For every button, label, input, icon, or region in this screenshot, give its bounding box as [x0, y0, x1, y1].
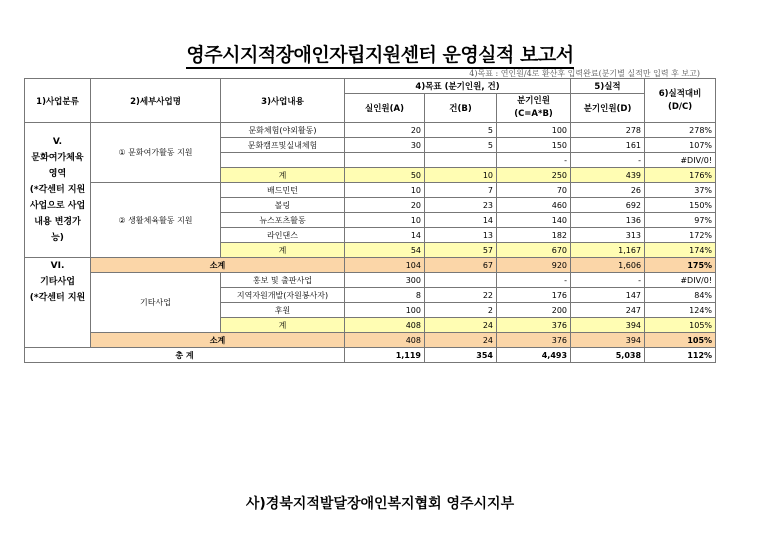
col-content: 3)사업내용	[221, 79, 345, 123]
col-target: 4)목표 (분기인원, 건)	[345, 79, 571, 94]
report-title: 영주시지적장애인자립지원센터 운영실적 보고서	[0, 40, 760, 67]
organization-footer: 사)경북지적발달장애인복지협회 영주시지부	[245, 496, 515, 512]
sub-culture: ① 문화여가활동 지원	[91, 123, 221, 183]
table-row: 지역자원개발(자원봉사자) 8 22 176 147 84%	[25, 288, 716, 303]
table-row-grand-total: 총 계 1,119 354 4,493 5,038 112%	[25, 348, 716, 363]
report-table	[24, 78, 716, 363]
table-row-total: 계 54 57 670 1,167 174%	[25, 243, 716, 258]
col-detail-project: 2)세부사업명	[91, 79, 221, 123]
table-row-total: 계 50 10 250 439 176%	[25, 168, 716, 183]
target-note: 4)목표 : 연인원/4로 환산후 입력완료(분기별 실적만 입력 후 보고)	[469, 69, 700, 78]
table-row-total: 계 408 24 376 394 105%	[25, 318, 716, 333]
table-row-subtotal: VI. 기타사업 (*각센터 지원 소계 104 67 920 1,606 175%	[25, 258, 716, 273]
table-row: 문화캠프및실내체험 30 5 150 161 107%	[25, 138, 716, 153]
col-category: 1)사업분류	[25, 79, 91, 123]
col-ratio: 6)실적대비 (D/C)	[645, 79, 716, 123]
table-row: ② 생활체육활동 지원 배드민턴 10 7 70 26 37%	[25, 183, 716, 198]
table-row: 볼링 20 23 460 692 150%	[25, 198, 716, 213]
col-target-people: 실인원(A)	[345, 94, 425, 123]
table-row: 라인댄스 14 13 182 313 172%	[25, 228, 716, 243]
col-result-quarter: 분기인원(D)	[571, 94, 645, 123]
table-row: 뉴스포츠활동 10 14 140 136 97%	[25, 213, 716, 228]
category-v: V. 문화여가체육 영역 (*각센터 지원 사업으로 사업 내용 변경가 능)	[25, 123, 91, 258]
sub-etc: 기타사업	[91, 273, 221, 333]
header-row-1	[25, 79, 716, 94]
col-target-count: 건(B)	[425, 94, 497, 123]
table-row: 기타사업 홍보 및 출판사업 300 - - #DIV/0!	[25, 273, 716, 288]
table-row: - - #DIV/0!	[25, 153, 716, 168]
table-row: V. 문화여가체육 영역 (*각센터 지원 사업으로 사업 내용 변경가 능) ① 문화여가활동 지원 문화체험(야외활동) 20 5 100 278 278%	[25, 123, 716, 138]
col-result: 5)실적	[571, 79, 645, 94]
col-target-quarter: 분기인원 (C=A*B)	[497, 94, 571, 123]
sub-sports: ② 생활체육활동 지원	[91, 183, 221, 258]
table-row: 후원 100 2 200 247 124%	[25, 303, 716, 318]
table-row-subtotal: 소계 408 24 376 394 105%	[25, 333, 716, 348]
category-vi: VI. 기타사업 (*각센터 지원	[25, 258, 91, 348]
